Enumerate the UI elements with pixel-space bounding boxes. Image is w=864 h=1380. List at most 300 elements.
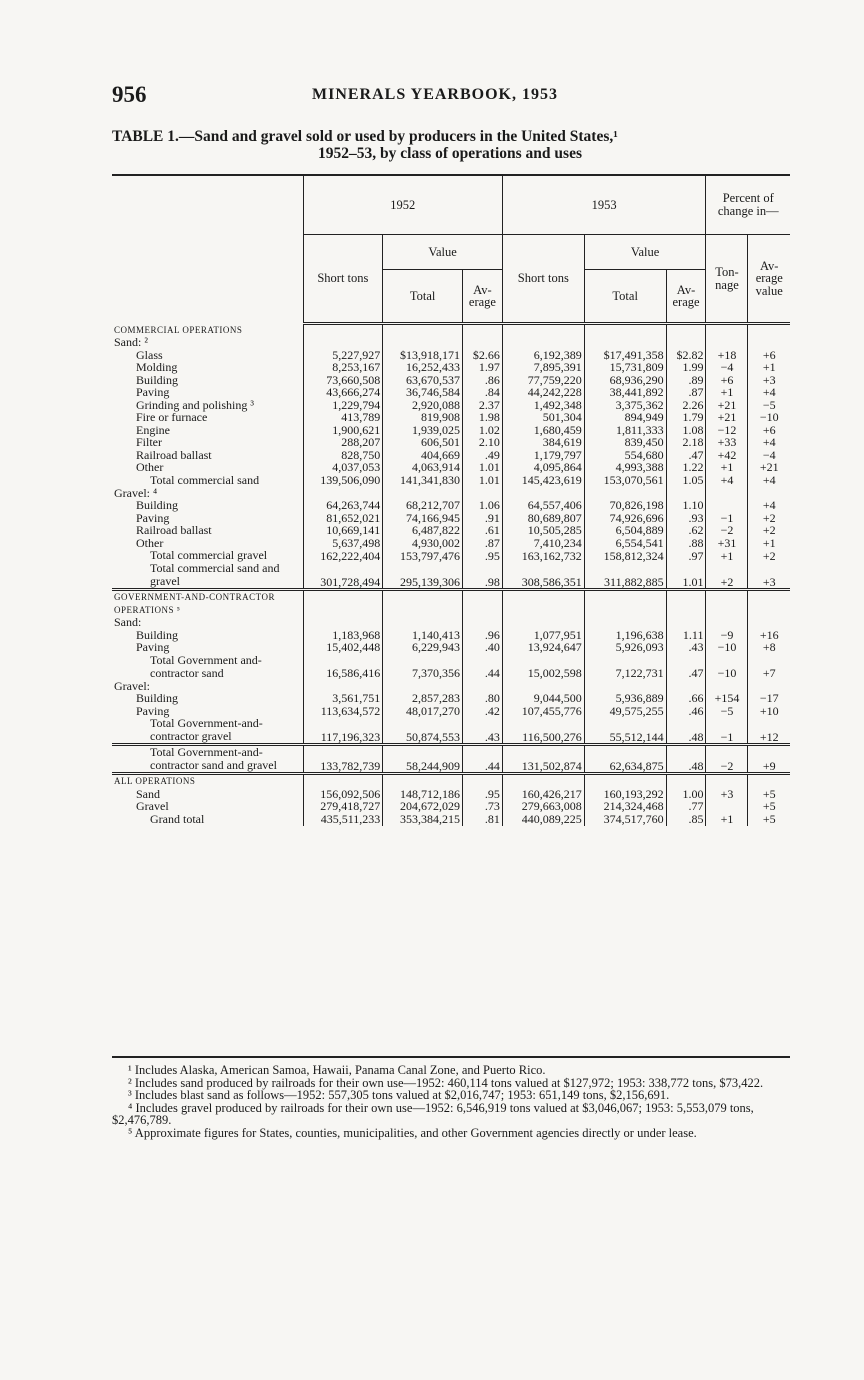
cell-value: +18 bbox=[706, 349, 748, 362]
cell-value: −1 bbox=[706, 512, 748, 525]
cell-value: .95 bbox=[463, 788, 503, 801]
page-number: 956 bbox=[112, 82, 147, 107]
cell-value: 74,926,696 bbox=[584, 512, 666, 525]
empty-cell bbox=[463, 336, 503, 349]
cell-value: +21 bbox=[748, 461, 790, 474]
empty-cell bbox=[303, 774, 383, 788]
cell-value: +5 bbox=[748, 788, 790, 801]
table-row bbox=[112, 361, 790, 374]
percent-change-header: Percent of change in— bbox=[706, 175, 790, 235]
cell-value: .93 bbox=[666, 512, 706, 525]
cell-value: .44 bbox=[463, 745, 503, 774]
cell-value: −2 bbox=[706, 745, 748, 774]
cell-value: .42 bbox=[463, 705, 503, 718]
row-label: Other bbox=[136, 460, 164, 474]
cell-value: 1.79 bbox=[666, 411, 706, 424]
caption-line-1: TABLE 1.—Sand and gravel sold or used by producers in the United States,¹ bbox=[112, 128, 618, 145]
row-label: Building bbox=[136, 627, 179, 642]
tonnage-header: Ton- nage bbox=[706, 235, 748, 324]
empty-cell bbox=[666, 324, 706, 337]
cell-value: 295,139,306 bbox=[383, 562, 463, 590]
cell-value: .40 bbox=[463, 641, 503, 654]
cell-value: 44,242,228 bbox=[502, 386, 584, 399]
cell-value: 145,423,619 bbox=[502, 474, 584, 487]
cell-value: 413,789 bbox=[303, 411, 383, 424]
cell-value: −5 bbox=[706, 705, 748, 718]
cell-value: +4 bbox=[748, 386, 790, 399]
cell-value: .96 bbox=[463, 629, 503, 642]
cell-value: −9 bbox=[706, 629, 748, 642]
running-head: MINERALS YEARBOOK, 1953 bbox=[312, 86, 558, 103]
empty-cell bbox=[383, 774, 463, 788]
cell-value: 1.01 bbox=[463, 461, 503, 474]
empty-cell bbox=[748, 324, 790, 337]
short-tons-1952-header: Short tons bbox=[303, 235, 383, 324]
average-1953-header: Av- erage bbox=[666, 270, 706, 324]
cell-value: .85 bbox=[666, 813, 706, 826]
cell-value: 1.22 bbox=[666, 461, 706, 474]
empty-cell bbox=[666, 336, 706, 349]
cell-value: 2.26 bbox=[666, 399, 706, 412]
cell-value: .43 bbox=[463, 717, 503, 745]
cell-value: 13,924,647 bbox=[502, 641, 584, 654]
row-label: Gravel bbox=[136, 799, 169, 813]
cell-value: .47 bbox=[666, 654, 706, 680]
empty-cell bbox=[303, 324, 383, 337]
cell-value: .91 bbox=[463, 512, 503, 525]
cell-value: 64,263,744 bbox=[303, 499, 383, 512]
cell-value: −10 bbox=[706, 641, 748, 654]
empty-cell bbox=[706, 774, 748, 788]
row-label: Molding bbox=[136, 360, 178, 374]
cell-value: 1.02 bbox=[463, 424, 503, 437]
cell-value: 839,450 bbox=[584, 436, 666, 449]
cell-value: +3 bbox=[706, 788, 748, 801]
row-label: Grand total bbox=[150, 811, 205, 826]
cell-value: 1.01 bbox=[666, 562, 706, 590]
cell-value: 162,222,404 bbox=[303, 549, 383, 562]
cell-value: 160,426,217 bbox=[502, 788, 584, 801]
section-heading: COMMERCIAL OPERATIONS bbox=[114, 324, 243, 335]
empty-cell bbox=[748, 616, 790, 629]
cell-value: 160,193,292 bbox=[584, 788, 666, 801]
cell-value: 156,092,506 bbox=[303, 788, 383, 801]
cell-value: +154 bbox=[706, 692, 748, 705]
cell-value: .84 bbox=[463, 386, 503, 399]
cell-value: +10 bbox=[748, 705, 790, 718]
cell-value: .73 bbox=[463, 800, 503, 813]
cell-value: 58,244,909 bbox=[383, 745, 463, 774]
footnote-4: ⁴ Includes gravel produced by railroads for their own use—1952: 6,546,919 tons valued at $3,046,067; 1953: 5,553,079 tons, $2,476,789. bbox=[112, 1100, 754, 1127]
cell-value: 308,586,351 bbox=[502, 562, 584, 590]
cell-value: .87 bbox=[463, 537, 503, 550]
cell-value: .95 bbox=[463, 549, 503, 562]
cell-value: 62,634,875 bbox=[584, 745, 666, 774]
cell-value: 64,557,406 bbox=[502, 499, 584, 512]
cell-value: +31 bbox=[706, 537, 748, 550]
cell-value: .44 bbox=[463, 654, 503, 680]
cell-value: +4 bbox=[748, 436, 790, 449]
row-label: Building bbox=[136, 498, 179, 512]
cell-value: +2 bbox=[748, 549, 790, 562]
cell-value: 1,077,951 bbox=[502, 629, 584, 642]
cell-value: +21 bbox=[706, 411, 748, 424]
empty-cell bbox=[748, 774, 790, 788]
empty-cell bbox=[383, 324, 463, 337]
empty-cell bbox=[502, 336, 584, 349]
cell-value: −10 bbox=[748, 411, 790, 424]
cell-value: 435,511,233 bbox=[303, 813, 383, 826]
cell-value: 7,370,356 bbox=[383, 654, 463, 680]
empty-cell bbox=[463, 774, 503, 788]
cell-value: 117,196,323 bbox=[303, 717, 383, 745]
cell-value: +8 bbox=[748, 641, 790, 654]
cell-value: 374,517,760 bbox=[584, 813, 666, 826]
row-label: Other bbox=[136, 535, 164, 550]
cell-value: 9,044,500 bbox=[502, 692, 584, 705]
cell-value: 1.06 bbox=[463, 499, 503, 512]
cell-value: +5 bbox=[748, 813, 790, 826]
cell-value: 1,939,025 bbox=[383, 424, 463, 437]
cell-value: .97 bbox=[666, 549, 706, 562]
cell-value: .49 bbox=[463, 449, 503, 462]
cell-value: .89 bbox=[666, 374, 706, 387]
cell-value: 107,455,776 bbox=[502, 705, 584, 718]
footnote-1: ¹ Includes Alaska, American Samoa, Hawaii, Panama Canal Zone, and Puerto Rico. bbox=[128, 1063, 546, 1077]
cell-value: 2.37 bbox=[463, 399, 503, 412]
cell-value: 10,669,141 bbox=[303, 524, 383, 537]
cell-value: 5,936,889 bbox=[584, 692, 666, 705]
row-label: Total commercial gravel bbox=[150, 548, 268, 562]
year-1952-header: 1952 bbox=[303, 175, 502, 235]
empty-cell bbox=[383, 336, 463, 349]
empty-cell bbox=[666, 774, 706, 788]
cell-value: −2 bbox=[706, 524, 748, 537]
empty-cell bbox=[584, 324, 666, 337]
table-row bbox=[112, 692, 790, 705]
cell-value: +6 bbox=[706, 374, 748, 387]
cell-value: 311,882,885 bbox=[584, 562, 666, 590]
row-label: Grinding and polishing ³ bbox=[136, 397, 254, 412]
total-row bbox=[112, 562, 790, 590]
cell-value: 16,252,433 bbox=[383, 361, 463, 374]
empty-cell bbox=[463, 590, 503, 617]
cell-value: 74,166,945 bbox=[383, 512, 463, 525]
cell-value: +2 bbox=[748, 512, 790, 525]
cell-value: 1,196,638 bbox=[584, 629, 666, 642]
empty-cell bbox=[303, 616, 383, 629]
empty-cell bbox=[748, 590, 790, 617]
empty-cell bbox=[706, 590, 748, 617]
empty-cell bbox=[463, 616, 503, 629]
avg-value-header: Av- erage value bbox=[748, 235, 790, 324]
row-label: Building bbox=[136, 372, 179, 387]
cell-value: 2.10 bbox=[463, 436, 503, 449]
cell-value: .62 bbox=[666, 524, 706, 537]
cell-value: 4,930,002 bbox=[383, 537, 463, 550]
cell-value: 163,162,732 bbox=[502, 549, 584, 562]
cell-value: +2 bbox=[706, 562, 748, 590]
cell-value: 6,504,889 bbox=[584, 524, 666, 537]
cell-value: $17,491,358 bbox=[584, 349, 666, 362]
cell-value: 16,586,416 bbox=[303, 654, 383, 680]
cell-value: 131,502,874 bbox=[502, 745, 584, 774]
section-heading-row bbox=[112, 590, 790, 617]
cell-value: −1 bbox=[706, 717, 748, 745]
cell-value: +2 bbox=[748, 524, 790, 537]
cell-value: 1.11 bbox=[666, 629, 706, 642]
table-row bbox=[112, 800, 790, 813]
cell-value: .66 bbox=[666, 692, 706, 705]
empty-cell bbox=[666, 616, 706, 629]
stub-header bbox=[112, 175, 303, 324]
empty-cell bbox=[502, 324, 584, 337]
cell-value: −12 bbox=[706, 424, 748, 437]
cell-value: 1,811,333 bbox=[584, 424, 666, 437]
cell-value: +4 bbox=[748, 474, 790, 487]
cell-value: 7,895,391 bbox=[502, 361, 584, 374]
empty-cell bbox=[706, 324, 748, 337]
row-label: Total Government-and-contractor sand and gravel bbox=[112, 745, 303, 774]
cell-value: +42 bbox=[706, 449, 748, 462]
cell-value: 894,949 bbox=[584, 411, 666, 424]
cell-value: +1 bbox=[748, 361, 790, 374]
empty-cell bbox=[303, 336, 383, 349]
empty-cell bbox=[584, 774, 666, 788]
cell-value: 141,341,830 bbox=[383, 474, 463, 487]
cell-value: +16 bbox=[748, 629, 790, 642]
cell-value bbox=[706, 499, 748, 512]
cell-value: 1.08 bbox=[666, 424, 706, 437]
empty-cell bbox=[383, 590, 463, 617]
cell-value: 204,672,029 bbox=[383, 800, 463, 813]
cell-value: +1 bbox=[706, 813, 748, 826]
empty-cell bbox=[463, 324, 503, 337]
empty-cell bbox=[502, 616, 584, 629]
cell-value: 1,140,413 bbox=[383, 629, 463, 642]
row-label: Total Government and-contractor sand bbox=[150, 652, 262, 680]
cell-value: 3,561,751 bbox=[303, 692, 383, 705]
cell-value: +1 bbox=[706, 386, 748, 399]
cell-value: 68,936,290 bbox=[584, 374, 666, 387]
cell-value: 133,782,739 bbox=[303, 745, 383, 774]
cell-value: 4,037,053 bbox=[303, 461, 383, 474]
value-1952-header: Value bbox=[383, 235, 503, 270]
short-tons-1953-header: Short tons bbox=[502, 235, 584, 324]
cell-value: 8,253,167 bbox=[303, 361, 383, 374]
cell-value: 353,384,215 bbox=[383, 813, 463, 826]
cell-value: .47 bbox=[666, 449, 706, 462]
cell-value: +5 bbox=[748, 800, 790, 813]
section-heading-row bbox=[112, 324, 790, 337]
cell-value: 5,926,093 bbox=[584, 641, 666, 654]
cell-value: 5,637,498 bbox=[303, 537, 383, 550]
table-row bbox=[112, 524, 790, 537]
cell-value: +1 bbox=[706, 461, 748, 474]
footnotes bbox=[112, 1064, 790, 1139]
cell-value: 116,500,276 bbox=[502, 717, 584, 745]
row-label: Glass bbox=[136, 347, 163, 362]
cell-value: +7 bbox=[748, 654, 790, 680]
cell-value: $2.66 bbox=[463, 349, 503, 362]
cell-value: .43 bbox=[666, 641, 706, 654]
group-heading: Sand: ² bbox=[114, 335, 148, 349]
total-row bbox=[112, 745, 790, 774]
cell-value: +6 bbox=[748, 424, 790, 437]
cell-value: 158,812,324 bbox=[584, 549, 666, 562]
cell-value: 279,418,727 bbox=[303, 800, 383, 813]
table-row bbox=[112, 411, 790, 424]
cell-value: 1.05 bbox=[666, 474, 706, 487]
cell-value: −5 bbox=[748, 399, 790, 412]
cell-value: 15,731,809 bbox=[584, 361, 666, 374]
row-label: Paving bbox=[136, 703, 170, 718]
sand-gravel-table bbox=[112, 174, 790, 826]
cell-value: +4 bbox=[748, 499, 790, 512]
row-label: Filter bbox=[136, 435, 162, 449]
cell-value: 70,826,198 bbox=[584, 499, 666, 512]
section-heading: ALL OPERATIONS bbox=[114, 776, 196, 786]
cell-value: +33 bbox=[706, 436, 748, 449]
empty-cell bbox=[584, 590, 666, 617]
cell-value: 1.98 bbox=[463, 411, 503, 424]
group-heading: Gravel: ⁴ bbox=[114, 485, 158, 500]
empty-cell bbox=[383, 616, 463, 629]
cell-value: 3,375,362 bbox=[584, 399, 666, 412]
value-1953-header: Value bbox=[584, 235, 706, 270]
cell-value: +6 bbox=[748, 349, 790, 362]
cell-value: 1,680,459 bbox=[502, 424, 584, 437]
table-row bbox=[112, 641, 790, 654]
section-heading: GOVERNMENT-AND-CONTRACTOR OPERATIONS ⁵ bbox=[114, 592, 276, 615]
total-row bbox=[112, 813, 790, 826]
row-label: Total Government-and-contractor gravel bbox=[112, 717, 303, 745]
cell-value: 48,017,270 bbox=[383, 705, 463, 718]
cell-value: 1.10 bbox=[666, 499, 706, 512]
empty-cell bbox=[502, 590, 584, 617]
table-row bbox=[112, 461, 790, 474]
row-label: Sand bbox=[136, 786, 160, 801]
empty-cell bbox=[502, 774, 584, 788]
cell-value: .88 bbox=[666, 537, 706, 550]
cell-value: 501,304 bbox=[502, 411, 584, 424]
cell-value: 80,689,807 bbox=[502, 512, 584, 525]
cell-value bbox=[706, 800, 748, 813]
cell-value: .61 bbox=[463, 524, 503, 537]
total-1952-header: Total bbox=[383, 270, 463, 324]
cell-value: 81,652,021 bbox=[303, 512, 383, 525]
empty-cell bbox=[303, 590, 383, 617]
row-label: Building bbox=[136, 691, 179, 705]
group-heading: Sand: bbox=[114, 615, 142, 629]
empty-cell bbox=[748, 336, 790, 349]
cell-value: 5,227,927 bbox=[303, 349, 383, 362]
cell-value: 1.97 bbox=[463, 361, 503, 374]
caption-line-2: 1952–53, by class of operations and uses bbox=[318, 145, 582, 162]
cell-value: 404,669 bbox=[383, 449, 463, 462]
row-label: Total commercial sand and gravel bbox=[112, 562, 303, 590]
cell-value: 148,712,186 bbox=[383, 788, 463, 801]
cell-value: 49,575,255 bbox=[584, 705, 666, 718]
cell-value: 288,207 bbox=[303, 436, 383, 449]
cell-value: 440,089,225 bbox=[502, 813, 584, 826]
cell-value: +12 bbox=[748, 717, 790, 745]
cell-value: 2,920,088 bbox=[383, 399, 463, 412]
cell-value: 1.01 bbox=[463, 474, 503, 487]
cell-value: 301,728,494 bbox=[303, 562, 383, 590]
cell-value: 819,908 bbox=[383, 411, 463, 424]
cell-value: 1.00 bbox=[666, 788, 706, 801]
cell-value: 7,122,731 bbox=[584, 654, 666, 680]
group-heading: Gravel: bbox=[114, 678, 150, 693]
cell-value: 77,759,220 bbox=[502, 374, 584, 387]
year-1953-header: 1953 bbox=[502, 175, 706, 235]
cell-value: 4,063,914 bbox=[383, 461, 463, 474]
total-row bbox=[112, 474, 790, 487]
footnote-3: ³ Includes blast sand as follows—1952: 557,305 tons valued at $2,016,747; 1953: 651,149 tons, $2,156,691. bbox=[128, 1088, 670, 1102]
cell-value: 15,402,448 bbox=[303, 641, 383, 654]
cell-value: 384,619 bbox=[502, 436, 584, 449]
cell-value: .77 bbox=[666, 800, 706, 813]
cell-value: 43,666,274 bbox=[303, 386, 383, 399]
total-1953-header: Total bbox=[584, 270, 666, 324]
cell-value: 1,179,797 bbox=[502, 449, 584, 462]
section-heading-row bbox=[112, 774, 790, 788]
total-row bbox=[112, 717, 790, 745]
cell-value: 50,874,553 bbox=[383, 717, 463, 745]
total-row bbox=[112, 654, 790, 680]
cell-value: .46 bbox=[666, 705, 706, 718]
cell-value: +3 bbox=[748, 562, 790, 590]
table-caption bbox=[112, 128, 788, 162]
cell-value: 139,506,090 bbox=[303, 474, 383, 487]
cell-value: 2,857,283 bbox=[383, 692, 463, 705]
row-label: Paving bbox=[136, 510, 170, 525]
cell-value: 55,512,144 bbox=[584, 717, 666, 745]
cell-value: 113,634,572 bbox=[303, 705, 383, 718]
cell-value: 1,183,968 bbox=[303, 629, 383, 642]
cell-value: 7,410,234 bbox=[502, 537, 584, 550]
footnote-rule bbox=[112, 1056, 790, 1058]
footnote-2: ² Includes sand produced by railroads for their own use—1952: 460,114 tons valued at $127,972; 1953: 338,772 tons, $73,422. bbox=[128, 1075, 764, 1090]
cell-value: 15,002,598 bbox=[502, 654, 584, 680]
cell-value: 828,750 bbox=[303, 449, 383, 462]
row-label: Paving bbox=[136, 385, 170, 399]
cell-value: $13,918,171 bbox=[383, 349, 463, 362]
cell-value: 6,554,541 bbox=[584, 537, 666, 550]
empty-cell bbox=[666, 590, 706, 617]
cell-value: 2.18 bbox=[666, 436, 706, 449]
cell-value: +21 bbox=[706, 399, 748, 412]
cell-value: 4,095,864 bbox=[502, 461, 584, 474]
cell-value: 606,501 bbox=[383, 436, 463, 449]
row-label: Railroad ballast bbox=[136, 447, 212, 462]
cell-value: −4 bbox=[748, 449, 790, 462]
row-label: Railroad ballast bbox=[136, 523, 212, 537]
cell-value: 153,797,476 bbox=[383, 549, 463, 562]
row-label: Fire or furnace bbox=[136, 410, 208, 424]
row-label: Total commercial sand bbox=[150, 472, 260, 487]
empty-cell bbox=[584, 336, 666, 349]
row-label: Paving bbox=[136, 640, 170, 654]
cell-value: $2.82 bbox=[666, 349, 706, 362]
cell-value: 10,505,285 bbox=[502, 524, 584, 537]
table-row bbox=[112, 499, 790, 512]
cell-value: 153,070,561 bbox=[584, 474, 666, 487]
cell-value: 6,487,822 bbox=[383, 524, 463, 537]
cell-value: .48 bbox=[666, 745, 706, 774]
cell-value: 36,746,584 bbox=[383, 386, 463, 399]
